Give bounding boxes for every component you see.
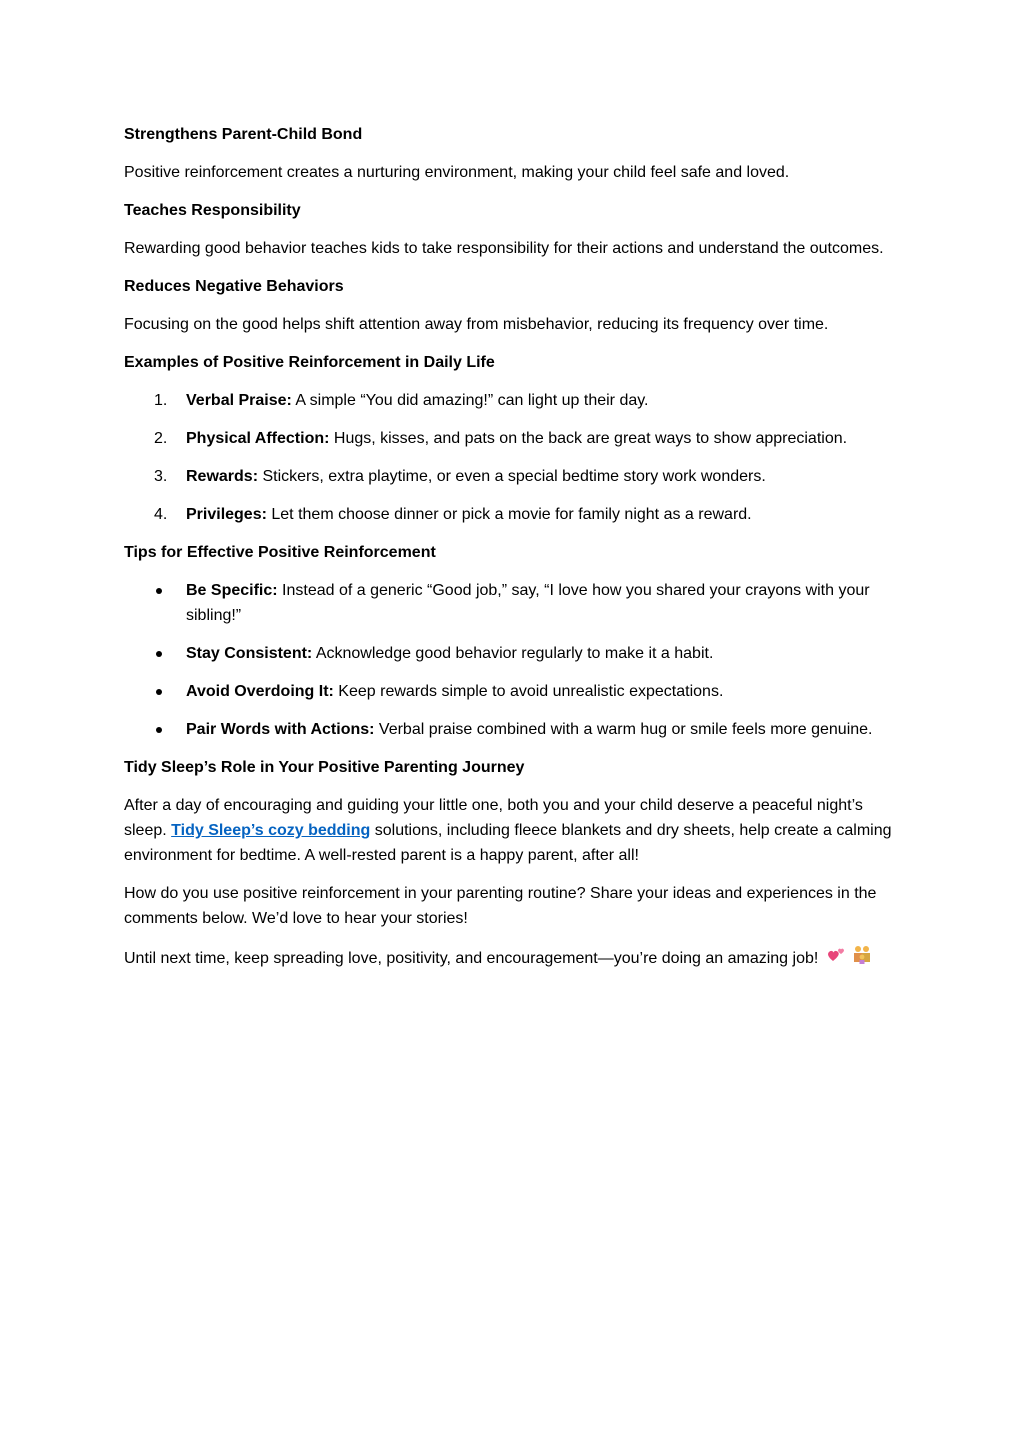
list-item-text: Stickers, extra playtime, or even a special bedtime story work wonders.	[258, 468, 766, 485]
list-number: 2.	[154, 430, 168, 447]
list-item-lead: Physical Affection:	[186, 430, 330, 447]
list-item	[124, 502, 894, 527]
section-text-responsibility: Rewarding good behavior teaches kids to take responsibility for their actions and understand the outcomes.	[124, 240, 884, 257]
bullet-icon	[156, 588, 162, 594]
list-item-lead: Stay Consistent:	[186, 645, 313, 662]
two-hearts-icon	[827, 945, 847, 973]
list-item	[124, 641, 894, 666]
section-heading-responsibility: Teaches Responsibility	[124, 202, 301, 219]
section-heading-tidy-sleep: Tidy Sleep’s Role in Your Positive Parenting Journey	[124, 759, 525, 776]
examples-list	[124, 388, 894, 527]
section-heading-negative: Reduces Negative Behaviors	[124, 278, 344, 295]
section-text-bond: Positive reinforcement creates a nurturing environment, making your child feel safe and loved.	[124, 164, 790, 181]
list-number: 3.	[154, 468, 168, 485]
section-heading-bond: Strengthens Parent-Child Bond	[124, 126, 363, 143]
section-heading-examples: Examples of Positive Reinforcement in Daily Life	[124, 354, 495, 371]
list-item	[124, 578, 894, 628]
list-item-text: Keep rewards simple to avoid unrealistic expectations.	[333, 683, 724, 700]
list-item	[124, 679, 894, 704]
section-heading-tips: Tips for Effective Positive Reinforcement	[124, 544, 436, 561]
family-icon	[851, 944, 873, 974]
list-number: 1.	[154, 392, 168, 409]
list-item-lead: Privileges:	[186, 506, 267, 523]
list-item-text: Instead of a generic “Good job,” say, “I love how you shared your crayons with your sibling!”	[186, 582, 870, 624]
bullet-icon	[156, 651, 162, 657]
tidy-text-after: solutions, including fleece blankets and dry sheets, help create a calming environment for bedtime. A well-rested parent is a happy parent, after all!	[124, 822, 892, 864]
list-item-lead: Avoid Overdoing It:	[186, 683, 334, 700]
list-item	[124, 426, 894, 451]
question-paragraph: How do you use positive reinforcement in your parenting routine? Share your ideas and experiences in the comments below. We’d love to hear your stories!	[124, 885, 877, 927]
document-page	[124, 122, 894, 987]
bullet-icon	[156, 689, 162, 695]
list-item-text: A simple “You did amazing!” can light up their day.	[291, 392, 649, 409]
list-item	[124, 388, 894, 413]
bullet-icon	[156, 727, 162, 733]
list-item-text: Verbal praise combined with a warm hug or smile feels more genuine.	[374, 721, 873, 738]
closing-text: Until next time, keep spreading love, positivity, and encouragement—you’re doing an amazing job!	[124, 950, 823, 968]
section-text-tidy-sleep	[124, 793, 894, 868]
list-item-lead: Verbal Praise:	[186, 392, 292, 409]
list-item-text: Acknowledge good behavior regularly to make it a habit.	[312, 645, 714, 662]
tidy-sleep-bedding-link[interactable]: Tidy Sleep’s cozy bedding	[171, 822, 371, 839]
list-item-text: Let them choose dinner or pick a movie for family night as a reward.	[266, 506, 752, 523]
closing-paragraph	[124, 944, 894, 974]
tips-list	[124, 578, 894, 742]
list-item-lead: Be Specific:	[186, 582, 278, 599]
list-item-text: Hugs, kisses, and pats on the back are great ways to show appreciation.	[329, 430, 848, 447]
section-text-negative: Focusing on the good helps shift attention away from misbehavior, reducing its frequency over time.	[124, 316, 829, 333]
list-item-lead: Pair Words with Actions:	[186, 721, 375, 738]
list-item	[124, 717, 894, 742]
tidy-text-before: After a day of encouraging and guiding your little one, both you and your child deserve a peaceful night’s sleep.	[124, 797, 863, 839]
list-item	[124, 464, 894, 489]
list-number: 4.	[154, 506, 168, 523]
list-item-lead: Rewards:	[186, 468, 259, 485]
